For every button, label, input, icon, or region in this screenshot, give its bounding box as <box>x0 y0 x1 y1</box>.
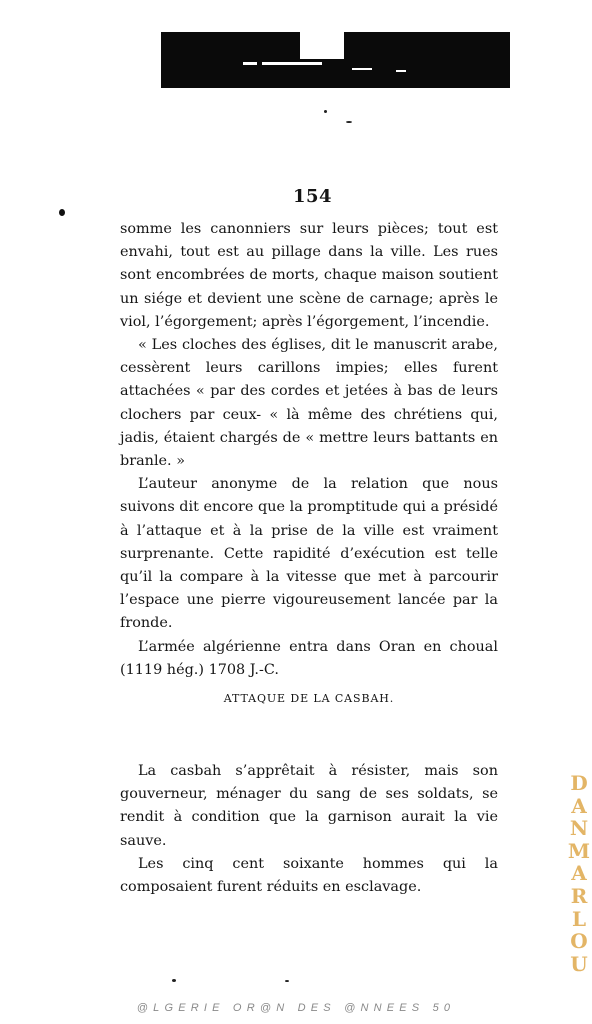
paragraph: L’auteur anonyme de la relation que nous suivons dit encore que la promptitude qui a présidé à l’attaque et à la prise de la ville est vraiment surprenante. Cette rapidité d’exécution est telle qu’il la compare à la vitesse que met à parcourir l’espace une pierre vigoureusement lancée par la fronde. <box>120 476 498 632</box>
redaction-line <box>262 62 322 65</box>
page-number: 154 <box>293 186 333 207</box>
side-watermark-letter: M <box>567 838 591 863</box>
redaction-notch <box>300 32 344 59</box>
scan-speck <box>59 209 65 216</box>
side-watermark-letter: R <box>570 883 588 908</box>
redaction-line <box>352 68 372 70</box>
text-block-bottom <box>120 760 498 899</box>
side-watermark-letter: A <box>571 861 587 886</box>
side-watermark <box>566 772 592 975</box>
paragraph: Les cinq cent soixante hommes qui la composaient furent réduits en esclavage. <box>120 855 498 896</box>
side-watermark-letter: U <box>570 951 588 976</box>
scan-speck <box>172 979 176 982</box>
paragraph: La casbah s’apprêtait à résister, mais son gouverneur, ménager du sang de ses soldats, se rendit à condition que la garnison aurait la vie sauve. <box>120 763 498 849</box>
paragraph: L’armée algérienne entra dans Oran en choual (1119 hég.) 1708 J.-C. <box>120 638 498 678</box>
side-watermark-letter: N <box>569 816 589 841</box>
text-block-top <box>120 218 498 682</box>
footer-watermark: @LGERIE OR@N DES @NNEES 50 <box>136 1002 456 1014</box>
paragraph: « Les cloches des églises, dit le manuscrit arabe, cessèrent leurs carillons impies; elles furent attachées « par des cordes et jetées à bas de leurs clochers par ceux- « là même des chrétiens qui, jadis, étaient chargés de « mettre leurs battants en branle. » <box>120 337 498 470</box>
scan-speck <box>324 110 327 113</box>
redaction-line <box>243 62 257 65</box>
side-watermark-letter: A <box>571 793 587 818</box>
side-watermark-letter: D <box>570 771 588 795</box>
scan-speck <box>285 980 289 982</box>
redaction-line <box>396 70 406 72</box>
paragraph: somme les canonniers sur leurs pièces; tout est envahi, tout est au pillage dans la ville. Les rues sont encombrées de morts, chaque maison soutient un siége et devient une scène de carnage; après le viol, l’égorgement; après l’égorgement, l’incendie. <box>120 221 498 330</box>
section-heading: ATTAQUE DE LA CASBAH. <box>223 692 395 705</box>
side-watermark-letter: O <box>570 929 588 954</box>
scan-speck <box>346 121 352 123</box>
side-watermark-letter: L <box>571 906 587 931</box>
